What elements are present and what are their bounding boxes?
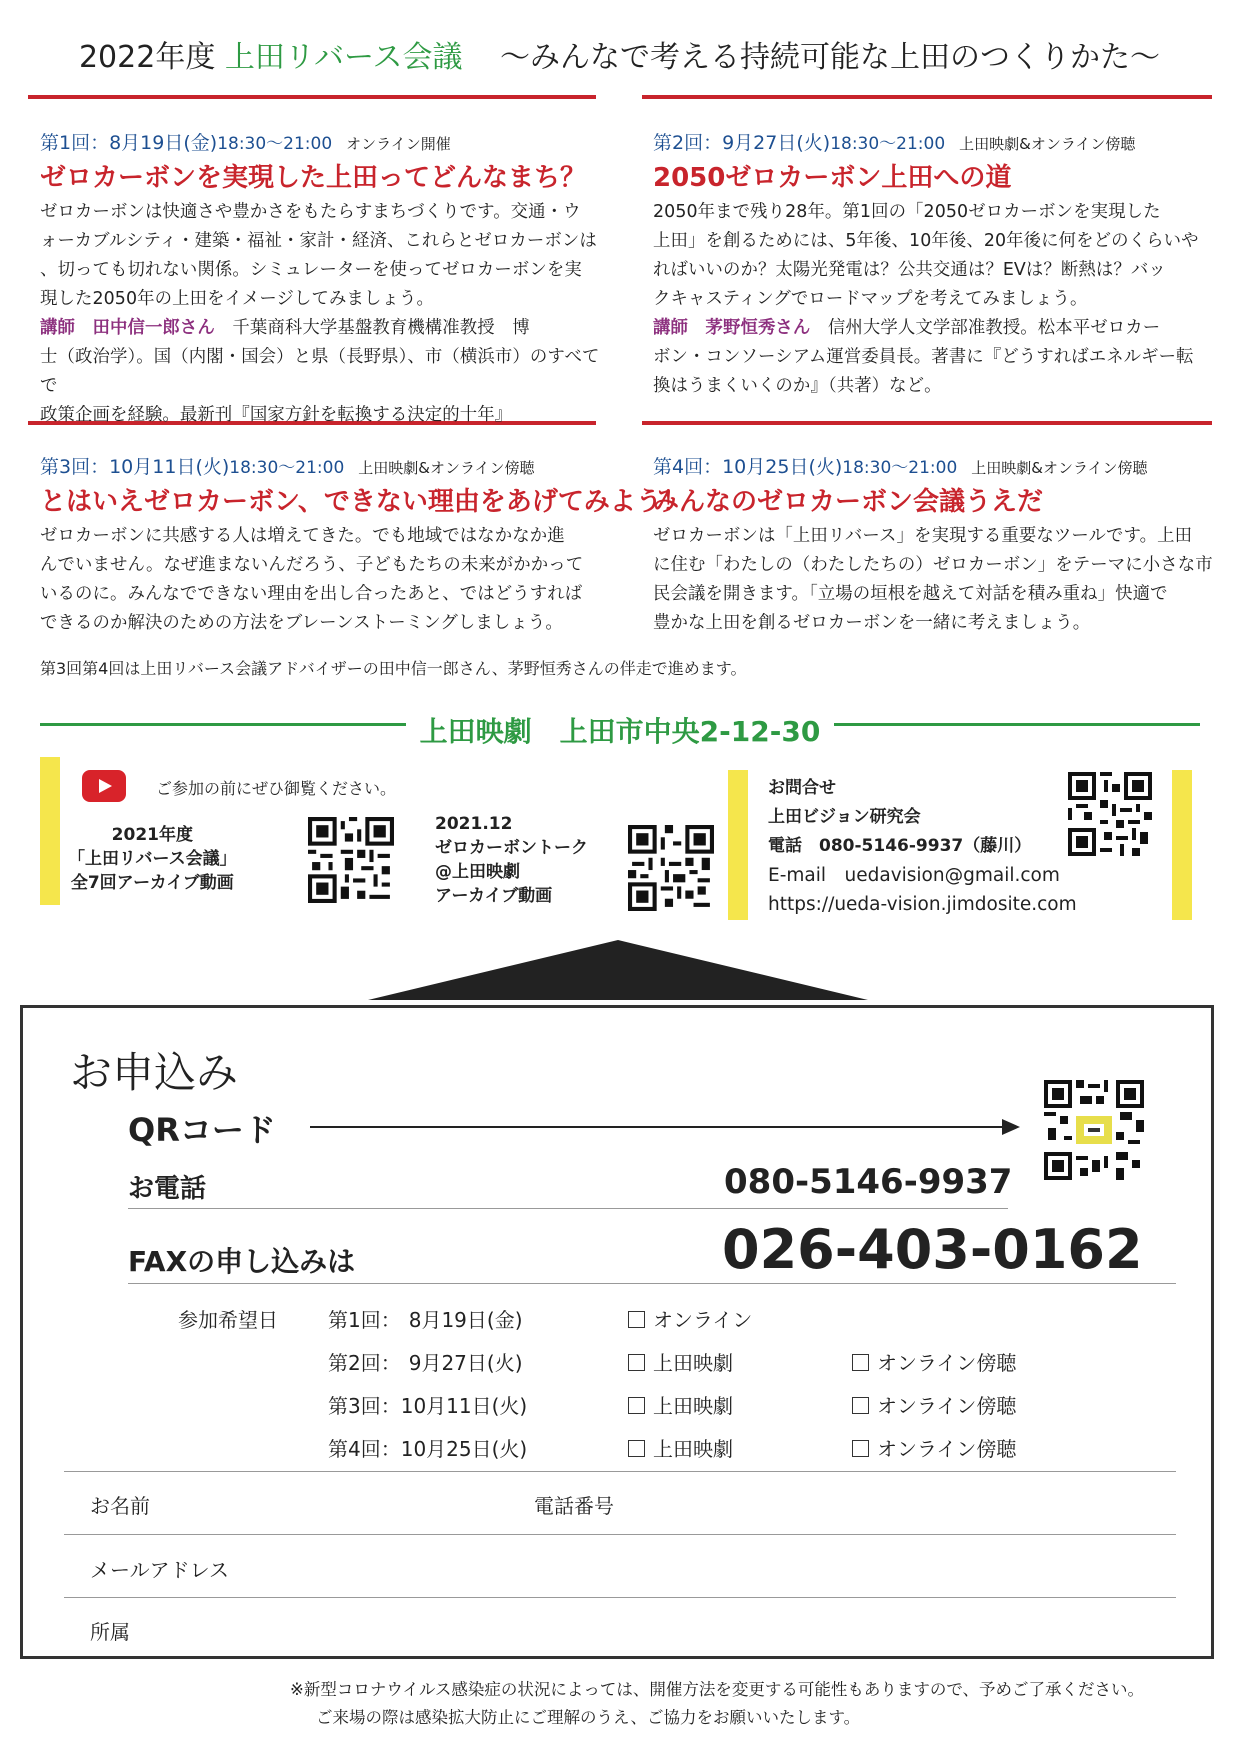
session-4-head <box>653 452 1213 479</box>
wish-row-3 <box>328 1390 527 1419</box>
footnote-line-1: ※新型コロナウイルス感染症の状況によっては、開催方法を変更する可能性もありますので、予めご了承ください。 <box>290 1680 1145 1699</box>
apply-title: お申込み <box>70 1048 239 1097</box>
session-3-head <box>40 452 600 479</box>
session-4-date: 第4回：10月25日(火) <box>653 456 843 478</box>
session-1-venue: オンライン開催 <box>346 135 451 153</box>
text-line: ゼロカーボントーク <box>435 838 588 858</box>
archive-2-label <box>435 812 588 908</box>
contact-heading: お問合せ <box>768 778 836 798</box>
pointer-triangle <box>368 940 868 1000</box>
text-line: できるのか解決のための方法をブレーンストーミングしましょう。 <box>40 613 563 633</box>
divider <box>64 1534 1176 1535</box>
session-4-body <box>653 522 1213 638</box>
checkbox-icon[interactable] <box>852 1397 869 1414</box>
text-line: ォーカブルシティ・建築・福祉・家計・経済、これらとゼロカーボンは <box>40 231 597 251</box>
archive-intro: ご参加の前にぜひ御覧ください。 <box>156 779 397 798</box>
title-year: 2022年度 <box>78 40 216 75</box>
option-label: 上田映劇 <box>653 1351 733 1375</box>
text-line: 2050年まで残り28年。第1回の「2050ゼロカーボンを実現した <box>653 202 1161 222</box>
divider <box>642 421 1212 425</box>
session-3-date: 第3回：10月11日(火) <box>40 456 230 478</box>
text-line: 士（政治学）。国（内閣・国会）と県（長野県）、市（横浜市）のすべてで <box>40 347 600 396</box>
divider <box>642 95 1212 99</box>
contact-phone: 電話 080-5146-9937（藤川） <box>768 836 1032 856</box>
row-date: 10月25日(火) <box>400 1437 528 1461</box>
footnote-line-2: ご来場の際は感染拡大防止にご理解のうえ、ご協力をお願いいたします。 <box>316 1708 861 1727</box>
accent-bar <box>1172 770 1192 920</box>
checkbox-icon[interactable] <box>852 1440 869 1457</box>
option-label: オンライン傍聴 <box>877 1437 1017 1461</box>
session-4-venue: 上田映劇&オンライン傍聴 <box>971 459 1148 477</box>
option-label: 上田映劇 <box>653 1394 733 1418</box>
title-subtitle: 〜みんなで考える持続可能な上田のつくりかた〜 <box>500 40 1161 75</box>
fax-number[interactable]: 026-403-0162 <box>722 1218 1143 1281</box>
tel-label: お電話 <box>128 1174 207 1204</box>
checkbox-online-3[interactable] <box>852 1390 1016 1419</box>
checkbox-icon[interactable] <box>852 1354 869 1371</box>
session-2-date: 第2回：9月27日(火) <box>653 132 831 154</box>
checkbox-online-2[interactable] <box>852 1347 1016 1376</box>
session-4-title: みんなのゼロカーボン会議うえだ <box>653 487 1044 517</box>
lecturer-name: 講師 茅野恒秀さん <box>653 318 811 338</box>
text-line: 「上田リバース会議」 <box>68 849 237 869</box>
phone-field[interactable] <box>640 1484 1160 1524</box>
wish-row-1 <box>328 1304 523 1333</box>
arrow-right-icon <box>310 1117 1020 1137</box>
venue-banner <box>40 710 1200 748</box>
session-2-venue: 上田映劇&オンライン傍聴 <box>959 135 1136 153</box>
checkbox-icon[interactable] <box>628 1354 645 1371</box>
session-4-time: 18:30〜21:00 <box>842 458 958 478</box>
session-2-time: 18:30〜21:00 <box>830 134 946 154</box>
session-3-venue: 上田映劇&オンライン傍聴 <box>358 459 535 477</box>
option-label: オンライン傍聴 <box>877 1351 1017 1375</box>
session-1-title: ゼロカーボンを実現した上田ってどんなまち？ <box>40 163 587 193</box>
contact-url[interactable]: https://ueda-vision.jimdosite.com <box>768 894 1077 915</box>
text-line: ればいいのか？太陽光発電は？公共交通は？EVは？断熱は？バッ <box>653 260 1166 280</box>
session-1-body <box>40 198 600 430</box>
qr-label: QRコード <box>128 1111 276 1149</box>
qr-code-contact[interactable] <box>1068 772 1152 856</box>
row-date: 8月19日(金) <box>408 1308 523 1332</box>
row-label: 第2回： <box>328 1351 401 1375</box>
session-4 <box>653 452 1213 638</box>
text-line: 豊かな上田を創るゼロカーボンを一緒に考えましょう。 <box>653 613 1091 633</box>
archive-1-label <box>68 823 237 895</box>
checkbox-icon[interactable] <box>628 1311 645 1328</box>
email-label: メールアドレス <box>90 1558 229 1582</box>
text-line: クキャスティングでロードマップを考えてみましょう。 <box>653 289 1088 309</box>
text-line: 2021年度 <box>111 825 193 845</box>
wish-row-2 <box>328 1347 523 1376</box>
accent-bar <box>728 770 748 920</box>
row-label: 第1回： <box>328 1308 401 1332</box>
session-3-body <box>40 522 600 638</box>
tel-number[interactable]: 080-5146-9937 <box>724 1162 1013 1202</box>
affiliation-field[interactable] <box>160 1608 1160 1648</box>
divider <box>28 95 596 99</box>
text-line: に住む「わたしの（わたしたちの）ゼロカーボン」をテーマに小さな市 <box>653 555 1213 575</box>
text-line: 政策企画を経験。最新刊『国家方針を転換する決定的十年』 <box>40 405 513 425</box>
row-date: 9月27日(火) <box>408 1351 523 1375</box>
qr-code-application[interactable] <box>1044 1080 1144 1180</box>
contact-info <box>768 774 1077 919</box>
phone-label: 電話番号 <box>534 1494 614 1518</box>
checkbox-venue-4[interactable] <box>628 1433 733 1462</box>
text-line: いるのに。みんなでできない理由を出し合ったあと、ではどうすれば <box>40 584 583 604</box>
fax-label: FAXの申し込みは <box>128 1245 356 1278</box>
session-2-head <box>653 128 1213 155</box>
accent-bar <box>40 757 60 905</box>
name-label: お名前 <box>90 1494 150 1518</box>
text-line: ゼロカーボンは「上田リバース」を実現する重要なツールです。上田 <box>653 526 1193 546</box>
text-line: 現した2050年の上田をイメージしてみましょう。 <box>40 289 434 309</box>
text-line: 上田」を創るためには、5年後、10年後、20年後に何をどのくらいや <box>653 231 1199 251</box>
contact-org: 上田ビジョン研究会 <box>768 807 921 827</box>
checkbox-venue-3[interactable] <box>628 1390 733 1419</box>
session-1 <box>40 128 600 430</box>
session-2-body <box>653 198 1213 401</box>
text-line: 換はうまくいくのか』（共著）など。 <box>653 376 942 396</box>
session-1-time: 18:30〜21:00 <box>217 134 333 154</box>
session-1-date: 第1回：8月19日(金) <box>40 132 218 154</box>
row-date: 10月11日(火) <box>400 1394 528 1418</box>
lecturer-name: 講師 田中信一郎さん <box>40 318 215 338</box>
text-line: @上田映劇 <box>435 862 520 882</box>
option-label: オンライン <box>653 1308 753 1332</box>
divider <box>64 1597 1176 1598</box>
session-3-time: 18:30〜21:00 <box>229 458 345 478</box>
name-field[interactable] <box>170 1484 520 1524</box>
text-line: ゼロカーボンは快適さや豊かさをもたらすまちづくりです。交通・ウ <box>40 202 581 222</box>
divider <box>64 1471 1176 1472</box>
text-line: 千葉商科大学基盤教育機構准教授 博 <box>214 318 530 338</box>
row-label: 第4回： <box>328 1437 401 1461</box>
text-line: ゼロカーボンに共感する人は増えてきた。でも地域ではなかなか進 <box>40 526 565 546</box>
option-label: オンライン傍聴 <box>877 1394 1017 1418</box>
text-line: アーカイブ動画 <box>435 886 553 906</box>
session-2-title: 2050ゼロカーボン上田への道 <box>653 163 1012 193</box>
text-line: 民会議を開きます。「立場の垣根を越えて対話を積み重ね」快適で <box>653 584 1168 604</box>
checkbox-icon[interactable] <box>628 1440 645 1457</box>
email-field[interactable] <box>260 1547 1160 1587</box>
page-title <box>0 32 1239 76</box>
divider <box>128 1283 1176 1284</box>
session-3 <box>40 452 688 638</box>
checkbox-icon[interactable] <box>628 1397 645 1414</box>
affiliation-label: 所属 <box>90 1620 130 1644</box>
contact-email[interactable]: E-mail uedavision@gmail.com <box>768 865 1060 886</box>
session-1-head <box>40 128 600 155</box>
text-line: んでいません。なぜ進まないんだろう、子どもたちの未来がかかって <box>40 555 584 575</box>
text-line: 信州大学人文学部准教授。松本平ゼロカー <box>810 318 1161 338</box>
title-event-name: 上田リバース会議 <box>224 40 463 75</box>
text-line: 全7回アーカイブ動画 <box>70 873 234 893</box>
checkbox-online-1[interactable] <box>628 1304 752 1333</box>
checkbox-venue-2[interactable] <box>628 1347 733 1376</box>
text-line: ボン・コンソーシアム運営委員長。著書に『どうすればエネルギー転 <box>653 347 1194 367</box>
venue-address: 上田映劇 上田市中央2-12-30 <box>406 715 835 748</box>
advisor-note: 第3回第4回は上田リバース会議アドバイザーの田中信一郎さん、茅野恒秀さんの伴走で進めます。 <box>40 659 747 678</box>
wish-row-4 <box>328 1433 527 1462</box>
qr-code-archive-2[interactable] <box>628 825 714 911</box>
text-line: 、切っても切れない関係。シミュレーターを使ってゼロカーボンを実 <box>40 260 582 280</box>
checkbox-online-4[interactable] <box>852 1433 1016 1462</box>
qr-code-archive-1[interactable] <box>308 817 394 903</box>
session-3-title: とはいえゼロカーボン、できない理由をあげてみよう！ <box>40 487 688 517</box>
divider <box>128 1208 1008 1209</box>
option-label: 上田映劇 <box>653 1437 733 1461</box>
youtube-icon[interactable] <box>82 770 126 802</box>
text-line: 2021.12 <box>435 814 513 834</box>
session-2 <box>653 128 1213 401</box>
row-label: 第3回： <box>328 1394 401 1418</box>
wish-label: 参加希望日 <box>178 1308 278 1332</box>
